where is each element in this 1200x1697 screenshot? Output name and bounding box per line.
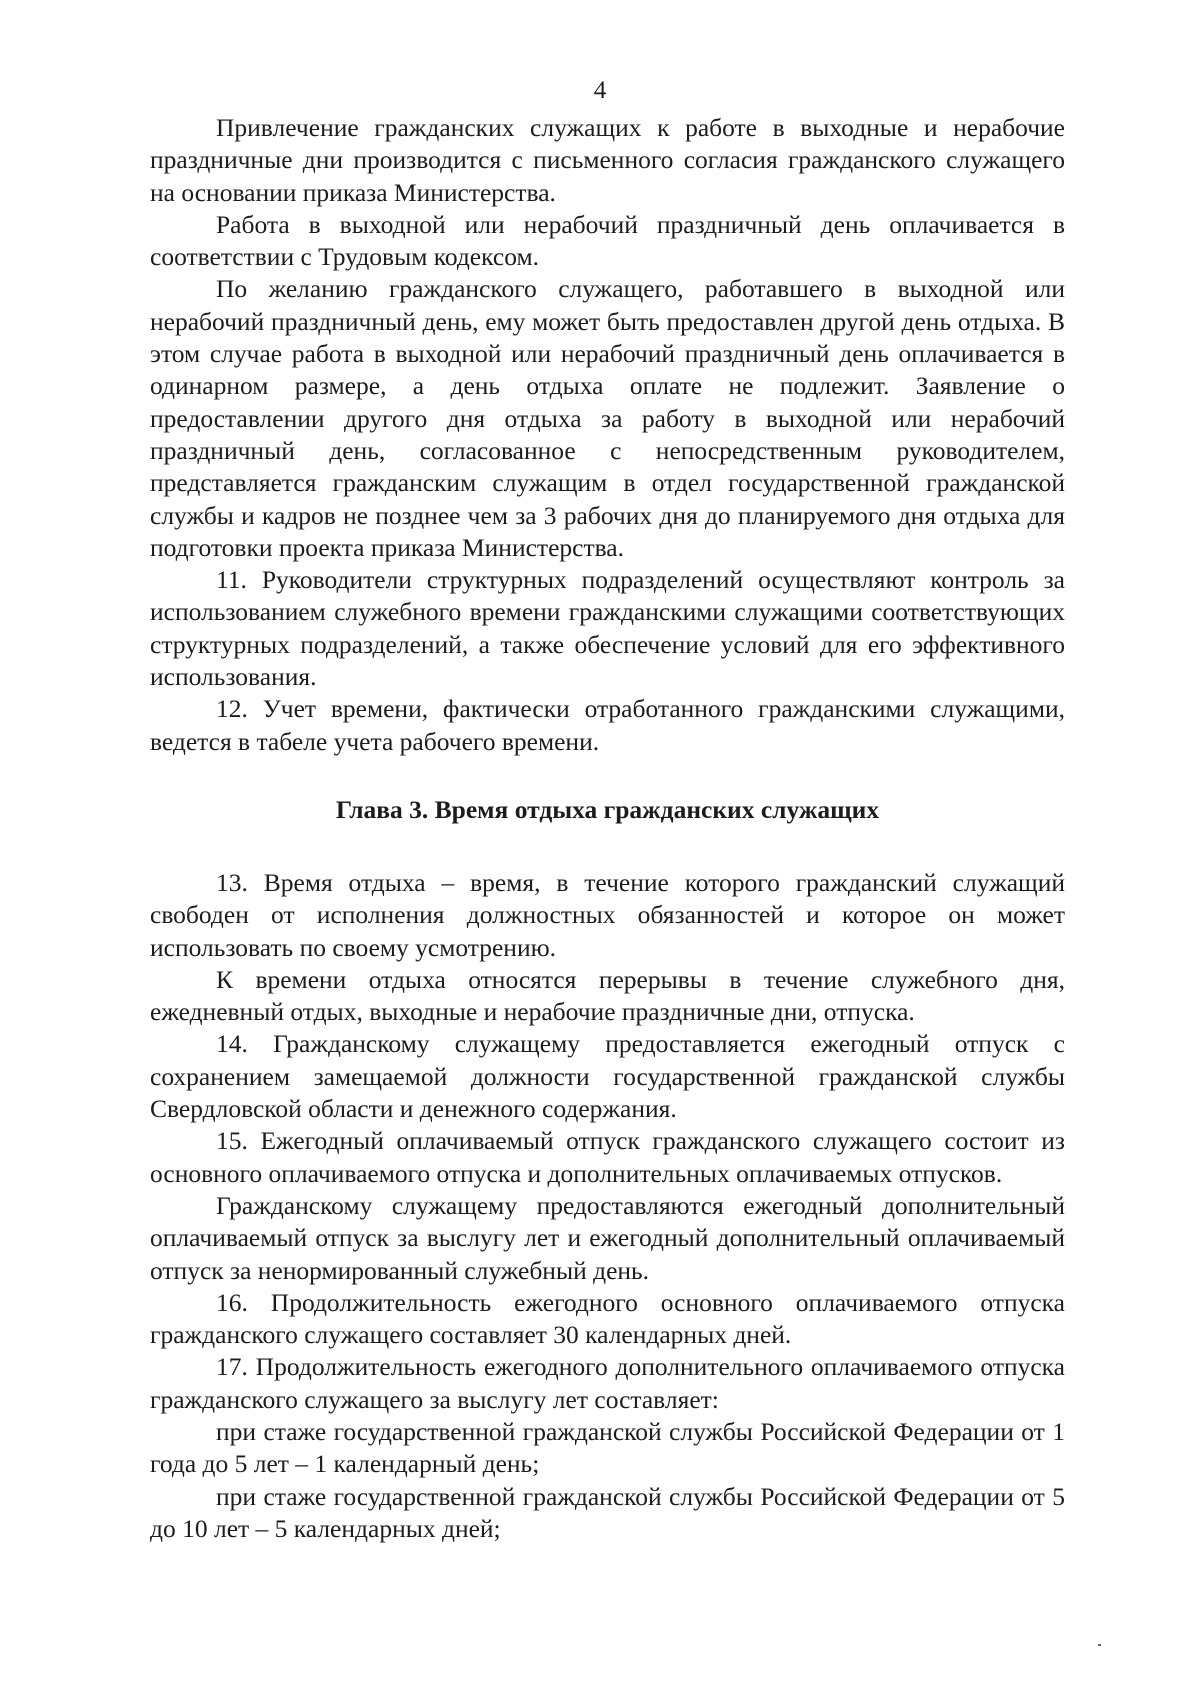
paragraph-item-17: 17. Продолжительность ежегодного дополнительного оплачиваемого отпуска гражданского служащего за выслугу лет составляет:	[150, 1352, 1065, 1414]
paragraph: Гражданскому служащему предоставляются ежегодный дополнительный оплачиваемый отпуск за выслугу лет и ежегодный дополнительный оплачиваемый отпуск за ненормированный служебный день.	[150, 1190, 1065, 1285]
paragraph: К времени отдыха относятся перерывы в течение служебного дня, ежедневный отдых, выходные и нерабочие праздничные дни, отпуска.	[150, 964, 1065, 1027]
paragraph: Работа в выходной или нерабочий праздничный день оплачивается в соответствии с Трудовым кодексом.	[150, 209, 1065, 272]
scan-mark	[1098, 1644, 1101, 1646]
list-item: при стаже государственной гражданской службы Российской Федерации от 5 до 10 лет – 5 календарных дней;	[150, 1481, 1065, 1543]
paragraph-item-14: 14. Гражданскому служащему предоставляется ежегодный отпуск с сохранением замещаемой должности государственной гражданской службы Свердловской области и денежного содержания.	[150, 1029, 1065, 1124]
paragraph-item-15: 15. Ежегодный оплачиваемый отпуск гражданского служащего состоит из основного оплачиваемого отпуска и дополнительных оплачиваемых отпусков.	[150, 1126, 1065, 1188]
document-body	[150, 112, 1065, 1545]
paragraph-item-13: 13. Время отдыха – время, в течение которого гражданский служащий свободен от исполнения должностных обязанностей и которое он может использовать по своему усмотрению.	[150, 867, 1065, 962]
paragraph-item-12: 12. Учет времени, фактически отработанного гражданскими служащими, ведется в табеле учета рабочего времени.	[150, 694, 1065, 756]
paragraph: Привлечение гражданских служащих к работе в выходные и нерабочие праздничные дни производится с письменного согласия гражданского служащего на основании приказа Министерства.	[150, 113, 1065, 207]
paragraph-item-16: 16. Продолжительность ежегодного основного оплачиваемого отпуска гражданского служащего составляет 30 календарных дней.	[150, 1287, 1065, 1350]
page-number: 4	[593, 77, 607, 104]
list-item: при стаже государственной гражданской службы Российской Федерации от 1 года до 5 лет – 1 календарный день;	[150, 1416, 1065, 1479]
paragraph: По желанию гражданского служащего, работавшего в выходной или нерабочий праздничный день, ему может быть предоставлен другой день отдыха. В этом случае работа в выходной или нерабочий праздничный день оплачивается в одинарном размере, а день отдыха оплате не подлежит. Заявление о предоставлении другого дня отдыха за работу в выходной или нерабочий праздничный день, согласованное с непосредственным руководителем, представляется гражданским служащим в отдел государственной гражданской службы и кадров не позднее чем за 3 рабочих дня до планируемого дня отдыха для подготовки проекта приказа Министерства.	[150, 274, 1065, 562]
chapter-heading: Глава 3. Время отдыха гражданских служащих	[335, 794, 880, 824]
paragraph-item-11: 11. Руководители структурных подразделений осуществляют контроль за использованием служебного времени гражданскими служащими соответствующих структурных подразделений, а также обеспечение условий для его эффективного использования.	[150, 565, 1065, 692]
